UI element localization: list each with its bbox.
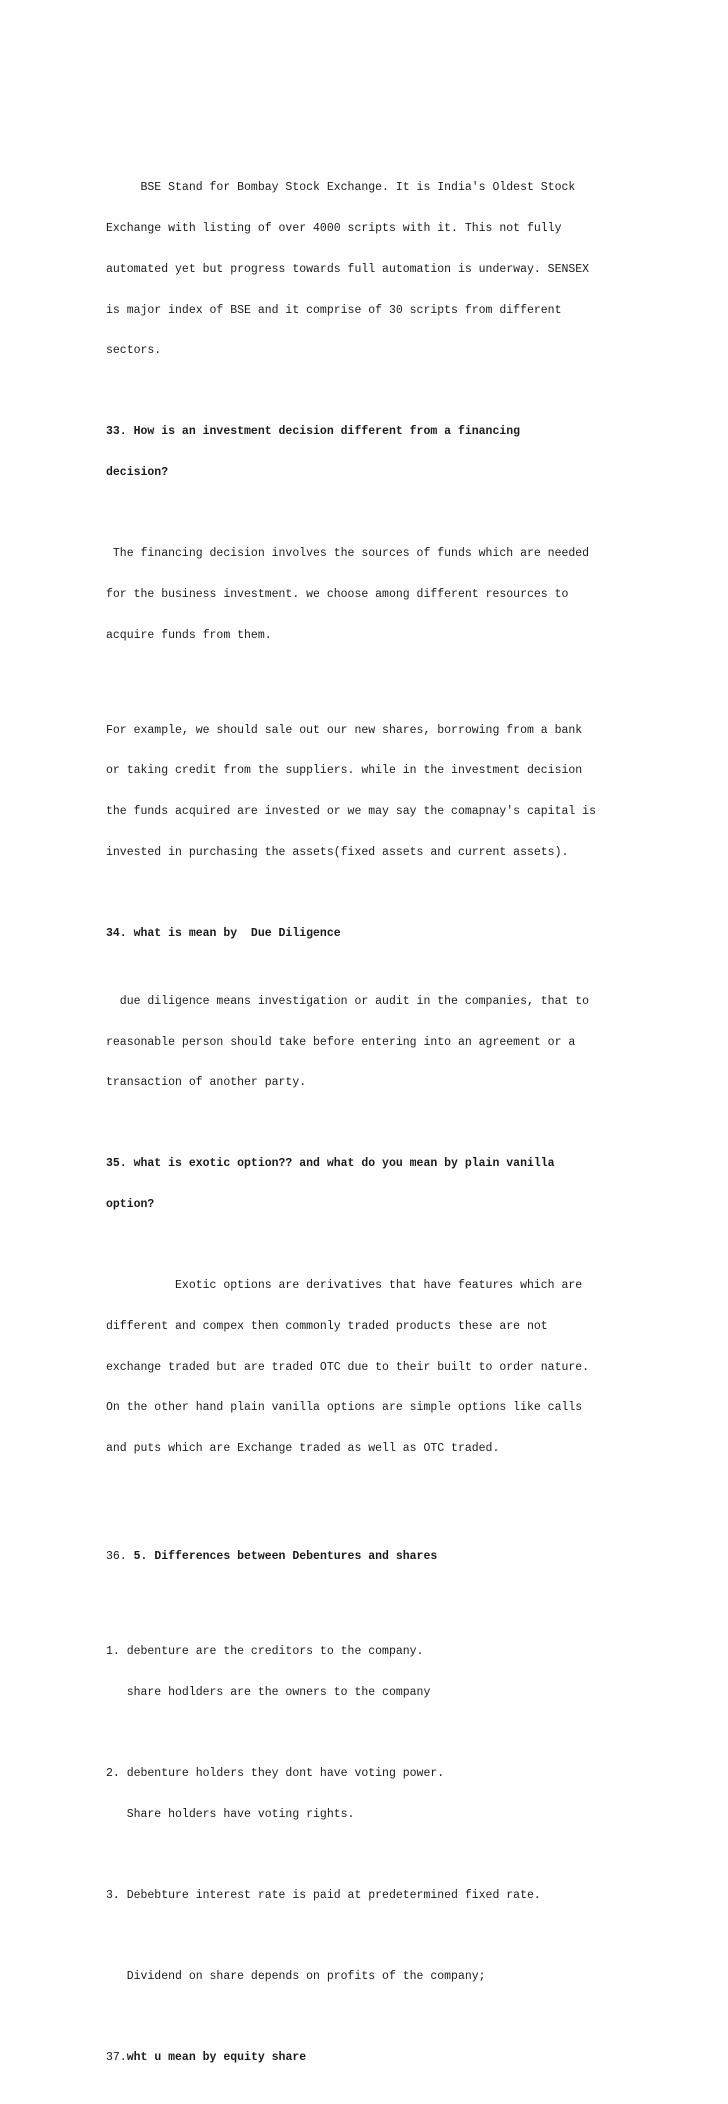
text-line: The financing decision involves the sources of funds which are needed <box>106 547 590 561</box>
text-line <box>106 2051 706 2065</box>
text-line: and puts which are Exchange traded as well as OTC traded. <box>106 1442 500 1456</box>
text-line: decision? <box>106 466 169 480</box>
question-36-heading <box>106 1523 706 1591</box>
document-page <box>106 154 706 2104</box>
text-line: 1. debenture are the creditors to the company. <box>106 1645 424 1659</box>
question-text: wht u mean by equity share <box>126 2050 307 2064</box>
text-line: invested in purchasing the assets(fixed assets and current assets). <box>106 845 569 859</box>
text-line: or taking credit from the suppliers. while in the investment decision <box>106 764 583 778</box>
text-line: due diligence means investigation or audit in the companies, that to <box>106 994 590 1008</box>
list-item-3 <box>106 1862 706 1930</box>
text-line: sectors. <box>106 344 162 358</box>
text-line: 34. what is mean by Due Diligence <box>106 926 341 940</box>
text-line: share hodlders are the owners to the company <box>106 1685 431 1699</box>
text-line: exchange traded but are traded OTC due to their built to order nature. <box>106 1360 590 1374</box>
text-line: transaction of another party. <box>106 1076 307 1090</box>
question-34-heading <box>106 900 706 968</box>
text-line <box>106 1550 706 1564</box>
list-item-3-continued <box>106 1942 706 2010</box>
list-item-2 <box>106 1740 706 1849</box>
answer-33-paragraph-1 <box>106 520 706 670</box>
text-line: different and compex then commonly traded products these are not <box>106 1319 548 1333</box>
question-number: 36. <box>106 1550 134 1564</box>
text-line: acquire funds from them. <box>106 628 272 642</box>
text-line: option? <box>106 1198 155 1212</box>
text-line: 33. How is an investment decision different from a financing <box>106 425 521 439</box>
text-line: Exotic options are derivatives that have features which are <box>106 1279 583 1293</box>
answer-35-paragraph <box>106 1252 706 1483</box>
list-item-1 <box>106 1618 706 1727</box>
text-line: automated yet but progress towards full automation is underway. SENSEX <box>106 262 590 276</box>
text-line: Dividend on share depends on profits of the company; <box>106 1969 486 1983</box>
question-35-heading <box>106 1130 706 1239</box>
bse-paragraph <box>106 154 706 385</box>
text-line: 35. what is exotic option?? and what do you mean by plain vanilla <box>106 1157 555 1171</box>
text-line: BSE Stand for Bombay Stock Exchange. It is India's Oldest Stock <box>106 181 576 195</box>
answer-33-paragraph-2 <box>106 696 706 886</box>
text-line: 2. debenture holders they dont have voting power. <box>106 1766 445 1780</box>
text-line: 3. Debebture interest rate is paid at predetermined fixed rate. <box>106 1888 541 1902</box>
question-37-heading <box>106 2023 706 2091</box>
text-line: For example, we should sale out our new shares, borrowing from a bank <box>106 723 583 737</box>
text-line: the funds acquired are invested or we may say the comapnay's capital is <box>106 805 596 819</box>
text-line: is major index of BSE and it comprise of 30 scripts from different <box>106 303 562 317</box>
question-number: 37. <box>106 2050 127 2064</box>
text-line: On the other hand plain vanilla options are simple options like calls <box>106 1401 583 1415</box>
text-line: reasonable person should take before entering into an agreement or a <box>106 1035 576 1049</box>
text-line: Exchange with listing of over 4000 scripts with it. This not fully <box>106 221 562 235</box>
answer-34-paragraph <box>106 968 706 1118</box>
text-line: Share holders have voting rights. <box>106 1807 355 1821</box>
question-text: 5. Differences between Debentures and shares <box>133 1550 438 1564</box>
text-line: for the business investment. we choose among different resources to <box>106 587 569 601</box>
question-33-heading <box>106 398 706 507</box>
